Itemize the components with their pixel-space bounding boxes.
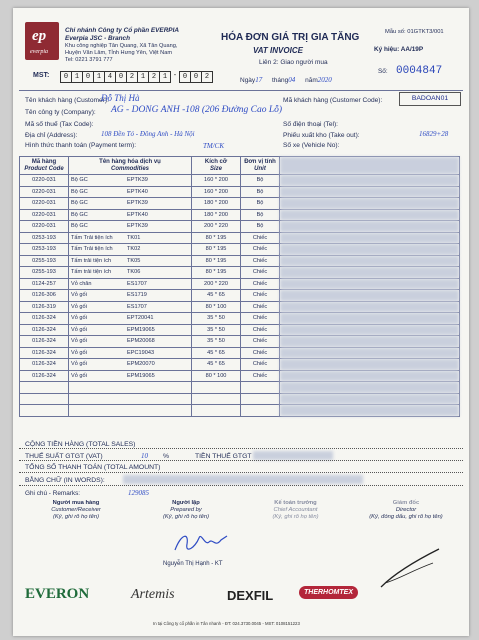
date-year: 2020 [317, 76, 332, 84]
brand-dexfil: DEXFIL [227, 588, 274, 603]
item-size: 180 * 200 [192, 198, 241, 210]
total-sales-line [19, 448, 463, 449]
vehicle-label: Số xe (Vehicle No): [283, 142, 340, 149]
address-label: Địa chỉ (Address): [25, 132, 78, 139]
item-unit: Chiếc [241, 336, 280, 348]
vat-percent: % [163, 453, 170, 460]
item-unit: Bộ [241, 175, 280, 187]
empty-cell [192, 393, 241, 405]
item-code: 0124-257 [20, 278, 69, 290]
item-model: TK05 [127, 257, 141, 264]
item-commodity: Bộ GC [71, 211, 88, 218]
item-model: ES1707 [127, 303, 147, 310]
item-code: 0126-324 [20, 359, 69, 371]
item-code: 0126-324 [20, 347, 69, 359]
signature-director: Giám đốc Director (Ký, đóng dấu, ghi rõ họ tên) [369, 500, 443, 520]
invoice-title-vi: HÓA ĐƠN GIÁ TRỊ GIA TĂNG [221, 32, 360, 43]
item-commodity: Bộ GC [71, 200, 88, 207]
item-unit: Chiếc [241, 370, 280, 382]
director-signature-scribble [375, 543, 445, 593]
empty-cell [241, 405, 280, 417]
item-model: EPC19043 [127, 349, 155, 356]
item-commodity: Tấm trải tiện ích [71, 257, 112, 264]
item-unit: Chiếc [241, 278, 280, 290]
item-name [69, 244, 192, 256]
date-month: 04 [288, 76, 296, 84]
item-unit: Chiếc [241, 232, 280, 244]
redacted-in-words [123, 475, 363, 484]
total-amount-label: TỔNG SỐ THANH TOÁN (TOTAL AMOUNT) [25, 464, 161, 471]
empty-cell [69, 393, 192, 405]
empty-cell [192, 405, 241, 417]
table-row [20, 198, 460, 210]
redacted-cell [280, 278, 460, 290]
item-commodity: Vỏ gối [71, 315, 87, 322]
header-divider [19, 90, 463, 91]
remarks-label: Ghi chú - Remarks: [25, 490, 81, 497]
item-name [69, 221, 192, 233]
invoice-number: 0004847 [396, 65, 443, 77]
redacted-cell [280, 370, 460, 382]
item-size: 45 * 65 [192, 347, 241, 359]
item-code: 0220-031 [20, 221, 69, 233]
redacted-cell [280, 175, 460, 187]
takeout-value: 16829+28 [419, 130, 449, 138]
item-commodity: Vỏ gối [71, 326, 87, 333]
brand-therhomtex: THERHOMTEX [299, 586, 358, 599]
tax-code-digit: 0 [60, 71, 72, 83]
item-size: 200 * 220 [192, 278, 241, 290]
item-size: 80 * 100 [192, 301, 241, 313]
empty-cell [20, 405, 69, 417]
item-model: EPM19065 [127, 372, 155, 379]
item-model: EPTK39 [127, 177, 148, 184]
item-model: EPTK40 [127, 211, 148, 218]
signature-preparer: Người lập Prepared by (Ký, ghi rõ họ tên) [162, 500, 210, 520]
item-name [69, 198, 192, 210]
table-row [20, 232, 460, 244]
item-size: 35 * 50 [192, 324, 241, 336]
item-model: EPT20041 [127, 315, 154, 322]
vat-line [19, 460, 463, 461]
table-row [20, 209, 460, 221]
invoice-paper [13, 8, 469, 636]
item-code: 0220-031 [20, 186, 69, 198]
item-code: 0220-031 [20, 175, 69, 187]
item-code: 0126-324 [20, 336, 69, 348]
item-model: EPM20070 [127, 361, 155, 368]
item-size: 80 * 195 [192, 244, 241, 256]
invoice-title-en: VAT INVOICE [253, 46, 303, 55]
table-row [20, 336, 460, 348]
redacted-cell [280, 347, 460, 359]
tax-code-label: Mã số thuế (Tax Code): [25, 121, 94, 128]
item-unit: Chiếc [241, 255, 280, 267]
month-label: tháng [272, 77, 289, 84]
item-size: 200 * 220 [192, 221, 241, 233]
redacted-cell [280, 221, 460, 233]
item-size: 80 * 100 [192, 370, 241, 382]
item-code: 0126-324 [20, 324, 69, 336]
company-label: Tên công ty (Company): [25, 109, 96, 116]
item-size: 45 * 65 [192, 359, 241, 371]
redacted-cell [280, 209, 460, 221]
empty-cell [280, 405, 460, 417]
logo-text: ep [32, 28, 47, 44]
empty-cell [20, 382, 69, 394]
item-name [69, 370, 192, 382]
empty-cell [69, 405, 192, 417]
item-name [69, 186, 192, 198]
item-commodity: Vỏ gối [71, 303, 87, 310]
item-commodity: Tấm Trải tiện ích [71, 234, 113, 241]
vat-rate-value: 10 [141, 452, 148, 460]
table-row [20, 324, 460, 336]
redacted-cell [280, 186, 460, 198]
item-name [69, 232, 192, 244]
tax-code-digit: 0 [115, 71, 127, 83]
tax-code-digit: - [172, 72, 178, 80]
table-row [20, 244, 460, 256]
invoice-date [240, 76, 332, 84]
item-name [69, 347, 192, 359]
item-unit: Chiếc [241, 244, 280, 256]
total-sales-label: CỘNG TIỀN HÀNG (TOTAL SALES) [25, 441, 136, 448]
table-row [20, 290, 460, 302]
item-commodity: Vỏ gối [71, 372, 87, 379]
form-number: Mẫu số: 01GTKT3/001 [385, 29, 444, 35]
tax-code-digit: 1 [93, 71, 105, 83]
item-name [69, 313, 192, 325]
item-unit: Chiếc [241, 347, 280, 359]
redacted-cell [280, 336, 460, 348]
item-model: EPTK40 [127, 188, 148, 195]
item-unit: Chiếc [241, 324, 280, 336]
item-size: 80 * 195 [192, 267, 241, 279]
item-model: TK01 [127, 234, 141, 241]
mst-label: MST: [33, 72, 50, 79]
tax-code-digit: 2 [126, 71, 138, 83]
tax-code-digit: 2 [201, 71, 213, 83]
company-phone: Tel: 0221 3791 777 [65, 57, 113, 63]
item-model: EPTK39 [127, 200, 148, 207]
total-amount-line [19, 472, 463, 473]
empty-cell [280, 382, 460, 394]
redacted-column [280, 157, 460, 175]
item-unit: Chiếc [241, 267, 280, 279]
item-unit: Bộ [241, 209, 280, 221]
table-row [20, 278, 460, 290]
item-code: 0126-324 [20, 370, 69, 382]
item-commodity: Tấm trải tiện ích [71, 269, 112, 276]
table-row [20, 313, 460, 325]
customer-code-value: BADOAN01 [399, 92, 461, 106]
item-unit: Chiếc [241, 313, 280, 325]
empty-cell [192, 382, 241, 394]
item-commodity: Bộ GC [71, 223, 88, 230]
item-name [69, 255, 192, 267]
item-unit: Bộ [241, 186, 280, 198]
vat-amount-label: TIỀN THUẾ GTGT [195, 453, 252, 460]
item-name [69, 324, 192, 336]
item-size: 35 * 50 [192, 336, 241, 348]
table-row [20, 255, 460, 267]
table-row [20, 186, 460, 198]
redacted-vat-amount [253, 451, 333, 460]
items-body [20, 175, 460, 417]
empty-cell [69, 382, 192, 394]
item-size: 80 * 195 [192, 255, 241, 267]
empty-cell [280, 393, 460, 405]
year-label: năm [305, 77, 318, 84]
item-size: 180 * 200 [192, 209, 241, 221]
item-code: 0126-324 [20, 313, 69, 325]
date-label: Ngày [240, 77, 256, 84]
company-name-en: Everpia JSC - Branch [65, 35, 130, 42]
item-name [69, 175, 192, 187]
table-row-empty [20, 393, 460, 405]
item-model: EPM20068 [127, 338, 155, 345]
item-size: 80 * 195 [192, 232, 241, 244]
item-name [69, 336, 192, 348]
item-code: 0255-193 [20, 255, 69, 267]
redacted-cell [280, 255, 460, 267]
header-size: Kích cỡ Size [192, 157, 241, 175]
invoice-symbol: Ký hiệu: AA/19P [374, 46, 424, 53]
address-value: 108 Đền Tó - Đông Anh - Hà Nội [101, 130, 195, 138]
item-size: 35 * 50 [192, 313, 241, 325]
tax-code-digit: 0 [82, 71, 94, 83]
preparer-name: Nguyễn Thị Hạnh - KT [163, 561, 223, 567]
preparer-signature-scribble [171, 528, 231, 558]
company-address-1: Khu công nghiệp Tân Quang, Xã Tân Quang, [65, 43, 178, 49]
tax-code-digit: 0 [190, 71, 202, 83]
customer-code-label: Mã khách hàng (Customer Code): [283, 97, 383, 104]
logo-subtext: everpia [30, 49, 48, 55]
invoice-number-label: Số: [378, 68, 388, 75]
empty-cell [241, 393, 280, 405]
signature-accountant: Kế toán trưởng Chief Accountant (Ký, ghi rõ họ tên) [272, 500, 319, 520]
item-unit: Chiếc [241, 290, 280, 302]
item-code: 0253-193 [20, 244, 69, 256]
tax-code-digit: 0 [179, 71, 191, 83]
item-commodity: Vỏ gối [71, 349, 87, 356]
item-unit: Bộ [241, 198, 280, 210]
tax-code-digit: 1 [159, 71, 171, 83]
header-product-code: Mã hàng Product Code [20, 157, 69, 175]
table-row [20, 359, 460, 371]
table-row-empty [20, 405, 460, 417]
item-code: 0220-031 [20, 209, 69, 221]
item-model: ES1719 [127, 292, 147, 299]
header-commodities: Tên hàng hóa dịch vụ Commodities [69, 157, 192, 175]
item-unit: Bộ [241, 221, 280, 233]
table-row [20, 347, 460, 359]
empty-cell [241, 382, 280, 394]
company-address-2: Huyện Văn Lâm, Tỉnh Hưng Yên, Việt Nam [65, 50, 172, 56]
item-name [69, 267, 192, 279]
redacted-cell [280, 313, 460, 325]
customer-name-value: Đỗ Thị Hà [101, 93, 140, 103]
tax-code-digit: 2 [148, 71, 160, 83]
item-size: 160 * 200 [192, 175, 241, 187]
table-row [20, 175, 460, 187]
table-row [20, 267, 460, 279]
tax-code-digit: 1 [137, 71, 149, 83]
item-name [69, 301, 192, 313]
tax-code-boxes [60, 71, 212, 83]
item-code: 0255-193 [20, 267, 69, 279]
everpia-logo [25, 22, 59, 60]
table-header-row [20, 157, 460, 175]
item-size: 45 * 65 [192, 290, 241, 302]
item-commodity: Vỏ gối [71, 292, 87, 299]
company-value: AG - DONG ANH -108 (206 Đường Cao Lỗ) [111, 105, 283, 115]
item-code: 0126-306 [20, 290, 69, 302]
item-model: TK02 [127, 246, 141, 253]
item-size: 160 * 200 [192, 186, 241, 198]
redacted-cell [280, 301, 460, 313]
brand-everon: EVERON [25, 586, 90, 602]
table-row [20, 301, 460, 313]
vat-rate-label: THUẾ SUẤT GTGT (VAT) [25, 453, 103, 460]
redacted-cell [280, 290, 460, 302]
item-code: 0126-319 [20, 301, 69, 313]
redacted-cell [280, 359, 460, 371]
redacted-cell [280, 244, 460, 256]
item-commodity: Tấm Trải tiện ích [71, 246, 113, 253]
item-model: ES1707 [127, 280, 147, 287]
redacted-cell [280, 198, 460, 210]
payment-label: Hình thức thanh toán (Payment term): [25, 142, 137, 149]
item-unit: Chiếc [241, 359, 280, 371]
redacted-cell [280, 324, 460, 336]
item-unit: Chiếc [241, 301, 280, 313]
item-model: EPTK39 [127, 223, 148, 230]
phone-label: Số điện thoại (Tel): [283, 121, 338, 128]
item-model: TK06 [127, 269, 141, 276]
item-commodity: Bộ GC [71, 177, 88, 184]
printer-footer: In tại Công ty cổ phần in Tân nhanh - ĐT: 024.3730.0045 - MST: 0108151223 [153, 621, 300, 626]
item-name [69, 278, 192, 290]
item-code: 0220-031 [20, 198, 69, 210]
remarks-value: 129085 [128, 489, 149, 497]
empty-cell [20, 393, 69, 405]
signature-customer: Người mua hàng Customer/Receiver (Ký, ghi rõ họ tên) [51, 500, 101, 520]
tax-code-digit: 4 [104, 71, 116, 83]
items-table [19, 156, 460, 417]
item-name [69, 359, 192, 371]
table-row [20, 221, 460, 233]
item-model: EPM19065 [127, 326, 155, 333]
in-words-label: BẰNG CHỮ (IN WORDS): [25, 477, 105, 484]
table-row-empty [20, 382, 460, 394]
item-commodity: Vỏ chăn [71, 280, 92, 287]
company-name-vi: Chi nhánh Công ty Cổ phần EVERPIA [65, 27, 179, 34]
redacted-cell [280, 232, 460, 244]
brand-artemis: Artemis [131, 587, 175, 602]
customer-name-label: Tên khách hàng (Customer): [25, 97, 109, 104]
header-unit: Đơn vị tính Unit [241, 157, 280, 175]
item-name [69, 209, 192, 221]
item-code: 0253-193 [20, 232, 69, 244]
item-commodity: Bộ GC [71, 188, 88, 195]
tax-code-digit: 1 [71, 71, 83, 83]
redacted-cell [280, 267, 460, 279]
item-commodity: Vỏ gối [71, 361, 87, 368]
date-day: 17 [255, 76, 263, 84]
item-commodity: Vỏ gối [71, 338, 87, 345]
item-name [69, 290, 192, 302]
payment-value: TM/CK [203, 142, 225, 150]
in-words-line [19, 485, 463, 486]
takeout-label: Phiếu xuất kho (Take out): [283, 132, 360, 139]
invoice-copy: Liên 2: Giao người mua [259, 59, 328, 66]
table-row [20, 370, 460, 382]
